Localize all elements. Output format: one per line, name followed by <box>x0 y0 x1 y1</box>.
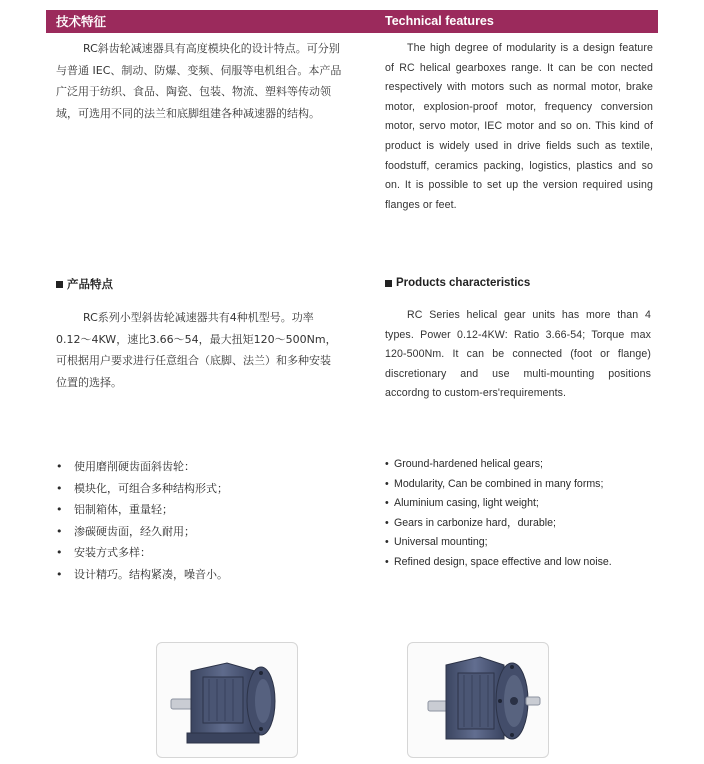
bullet-icon: • <box>56 524 63 538</box>
products-cn-text: RC系列小型斜齿轮减速器共有4种机型号。功率0.12～4KW，速比3.66～54，最大扭矩120～500Nm，可根据用户要求进行任意组合（底脚、法兰）和多种安装位置的选择。 <box>56 311 337 389</box>
header-title-en: Technical features <box>385 14 494 28</box>
feature-text: Universal mounting; <box>394 536 488 549</box>
product-photo-left <box>156 642 298 758</box>
bullet-icon: • <box>56 460 63 473</box>
list-item <box>385 533 612 553</box>
bullet-icon: • <box>56 503 63 516</box>
products-heading-en <box>385 277 530 289</box>
products-heading-en-label: Products characteristics <box>396 277 531 289</box>
products-en-block <box>385 306 651 404</box>
feature-text: Refined design, space effective and low noise. <box>394 555 612 568</box>
section-header-bar <box>46 10 658 33</box>
products-en-text: RC Series helical gear units has more than 4 types. Power 0.12-4KW: Ratio 3.66-54; Torque max 120-500Nm. It can be connected (foot or flange) discretionary and use multi-mounting positions accordng to custom-ers'requirements. <box>385 309 651 400</box>
technical-features-en-block <box>385 39 653 215</box>
feature-text: Ground-hardened helical gears; <box>394 458 543 470</box>
products-cn-block <box>56 307 338 393</box>
technical-features-en-text: The high degree of modularity is a design feature of RC helical gearboxes range. It can be con nected respectively with motors such as normal motor, brake motor, explosion-proof motor, frequency conversion motor, servo motor, IEC motor and so on. This kind of product is widely used in drive fields such as textile, foodstuff, ceramics packing, logistics, plastics and so on. It is possible to set up the version required using flanges or feet. <box>385 42 653 211</box>
header-title-cn: 技术特征 <box>56 14 107 29</box>
feature-list-cn <box>56 456 228 585</box>
feature-text: 模块化，可组合多种结构形式； <box>74 481 228 495</box>
feature-text: Gears in carbonize hard，durable; <box>394 516 556 529</box>
bullet-icon: • <box>56 546 63 559</box>
product-photo-right <box>407 642 549 758</box>
feature-text: Aluminium casing, light weight; <box>394 497 539 510</box>
bullet-icon: • <box>385 477 389 490</box>
list-item <box>385 475 612 495</box>
feature-text: 渗碳硬齿面，经久耐用； <box>74 524 195 538</box>
bullet-icon: • <box>385 536 389 549</box>
list-item <box>56 478 228 500</box>
feature-text: 铝制箱体，重量轻； <box>74 503 173 516</box>
products-heading-cn <box>56 276 113 292</box>
bullet-icon: • <box>385 458 389 470</box>
gearbox-flange-mounted-icon <box>408 643 548 757</box>
list-item <box>56 542 228 564</box>
feature-list-en <box>385 455 612 573</box>
bullet-icon: • <box>385 555 389 568</box>
list-item <box>385 514 612 534</box>
feature-text: 设计精巧。结构紧凑，噪音小。 <box>74 567 228 581</box>
list-item <box>56 499 228 521</box>
feature-text: 使用磨削硬齿面斜齿轮： <box>74 460 195 473</box>
bullet-icon: • <box>385 497 389 510</box>
feature-text: Modularity, Can be combined in many forms; <box>394 477 604 490</box>
heading-square-icon <box>56 281 63 288</box>
list-item <box>56 521 228 543</box>
list-item <box>385 494 612 514</box>
bullet-icon: • <box>385 516 389 529</box>
list-item <box>56 456 228 478</box>
bullet-icon: • <box>56 481 63 495</box>
products-heading-cn-label: 产品特点 <box>67 277 113 291</box>
feature-text: 安装方式多样： <box>74 546 151 559</box>
technical-features-cn-block <box>56 38 346 124</box>
list-item <box>385 455 612 475</box>
technical-features-cn-text: RC斜齿轮减速器具有高度模块化的设计特点。可分别与普通 IEC、制动、防爆、变频、伺服等电机组合。本产品广泛用于纺织、食品、陶瓷、包装、物流、塑料等传动领域，可选用不同的法兰和底脚组建各种减速器的结构。 <box>56 42 342 120</box>
list-item <box>56 564 228 586</box>
gearbox-foot-mounted-icon <box>157 643 297 757</box>
bullet-icon: • <box>56 567 63 581</box>
list-item <box>385 553 612 573</box>
heading-square-icon <box>385 280 392 287</box>
